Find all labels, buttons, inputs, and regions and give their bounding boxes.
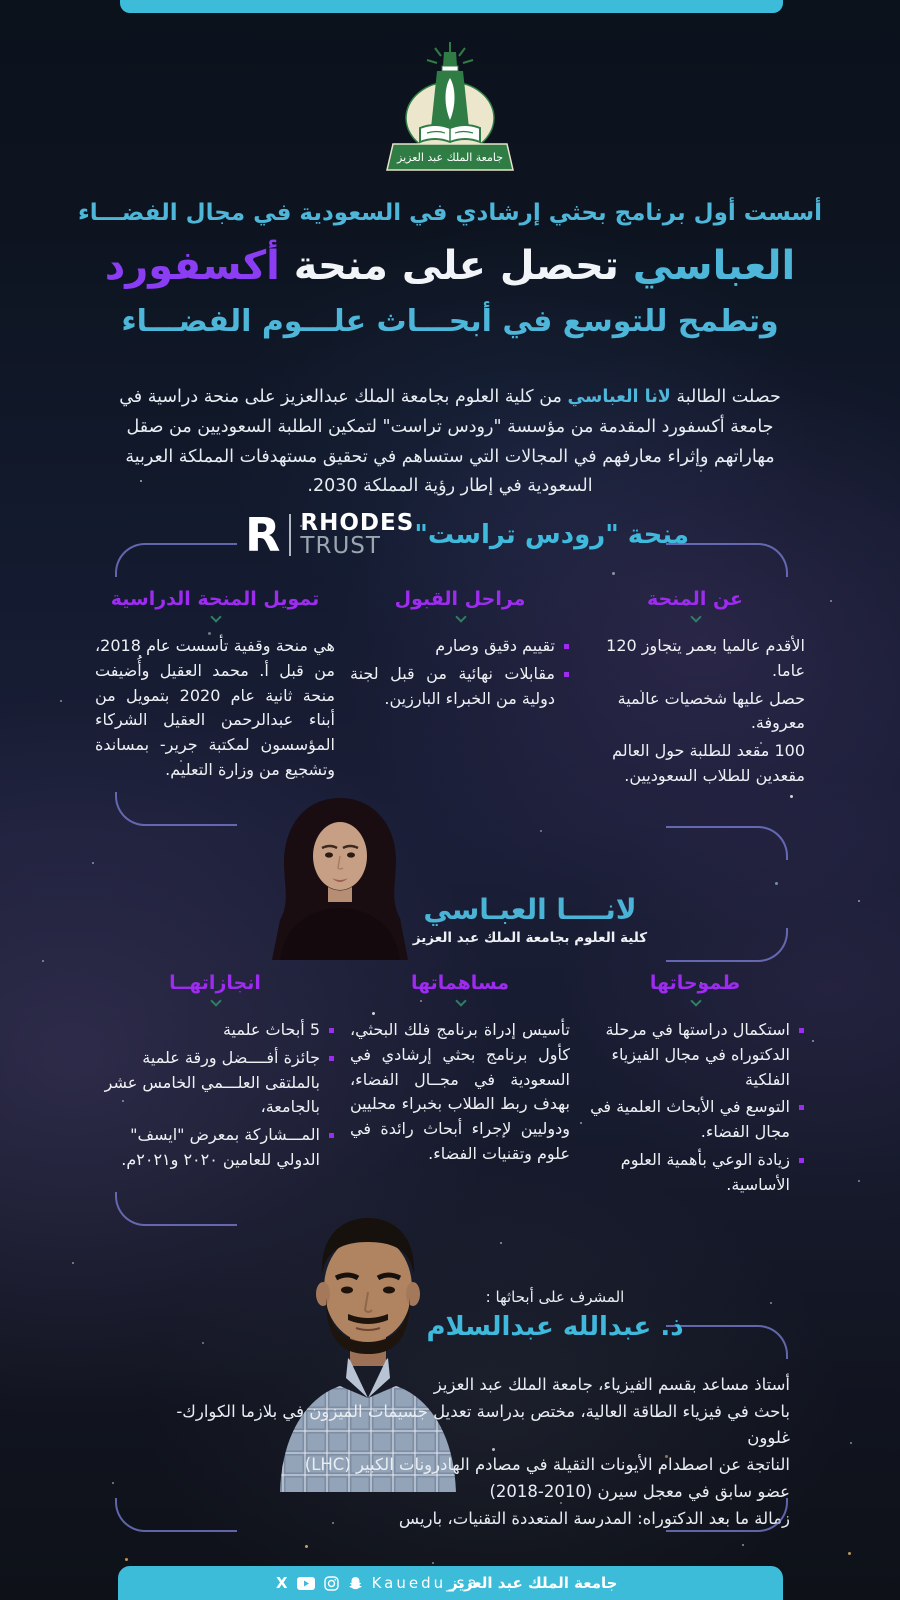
headline-kicker: أسست أول برنامج بحثي إرشادي في السعودية في مجال الفضـــاء: [77, 200, 823, 226]
list-item: 100 مقعد للطلبة حول العالم مقعدين للطلاب السعوديين.: [612, 741, 805, 785]
list-item: تقييم دقيق وصارم: [350, 634, 570, 659]
decorative-bracket: [115, 1498, 237, 1532]
column-achievements: [95, 972, 335, 1201]
headline-mid: تحصل على منحة: [279, 243, 633, 289]
decorative-bracket: [115, 543, 237, 577]
rhodes-word: RHODES: [300, 510, 415, 536]
lana-header: [380, 893, 680, 946]
list-item: التوسع في الأبحاث العلمية في مجال الفضاء.: [585, 1095, 805, 1145]
rhodes-logo-divider: [289, 514, 291, 556]
column-admission-stages: [350, 588, 570, 792]
column-heading: طموحاتها: [649, 972, 741, 994]
chevron-down-icon: [210, 997, 221, 1008]
headline-sub: وتطمح للتوسع في أبحـــاث علـــوم الفضـــاء: [121, 304, 779, 339]
intro-text-after: من كلية العلوم بجامعة الملك عبدالعزيز على منحة دراسية في جامعة أكسفورد المقدمة من مؤسسة "رودس تراست" لتمكين الطلبة السعوديين من صقل مهاراتهم وإثراء معارفهم في المجالات التي ستساهم في تحقيق مستهدفات المملكة العربية السعودية في إطار رؤية المملكة 2030.: [119, 387, 775, 497]
column-heading: عن المنحة: [646, 588, 744, 610]
snapchat-icon[interactable]: [348, 1576, 363, 1591]
decorative-bracket: [666, 928, 788, 962]
lana-subtitle: كلية العلوم بجامعة الملك عبد العزيز: [412, 930, 648, 946]
bio-line: الناتجة عن اصطدام الأيونات الثقيلة في مصادم الهادرونات الكبير (LHC): [304, 1455, 790, 1475]
chevron-down-icon: [210, 613, 221, 624]
list-item: هي منحة وقفية تأسست عام 2018، من قبل أ. محمد العقيل وأُضيفت منحة ثانية عام 2020 بتمويل من أبناء عبدالرحمن العقيل الشركاء المؤسسون لمكتبة جرير- بمساندة وتشجيع من وزارة التعليم.: [95, 636, 335, 779]
chevron-down-icon: [455, 997, 466, 1008]
decorative-bracket: [115, 1192, 237, 1226]
footer-bar: [118, 1566, 783, 1600]
column-contributions: [350, 972, 570, 1201]
kau-university-logo: [365, 36, 535, 176]
decorative-bracket: [115, 792, 237, 826]
starfield-bright: [0, 0, 3, 3]
list-item: جائزة أفــــضل ورقة علمية بالملتقى العلـــمي الخامس عشر بالجامعة،: [95, 1046, 335, 1120]
rhodes-section-header: [245, 508, 690, 563]
bio-line: زمالة ما بعد الدكتوراه: المدرسة المتعددة التقنيات، باريس: [398, 1508, 790, 1528]
intro-paragraph: [95, 383, 805, 502]
list-item: مقابلات نهائية من قبل لجنة دولية من الخبراء البارزين.: [350, 662, 570, 712]
chevron-down-icon: [690, 613, 701, 624]
trust-word: TRUST: [300, 533, 381, 560]
column-heading: مراحل القبول: [394, 588, 526, 610]
lana-name-highlight: لانا العباسي: [567, 387, 671, 407]
bio-line: عضو سابق في معجل سيرن (2010-2018): [489, 1481, 790, 1501]
list-item: الأقدم عالميا بعمر يتجاوز 120 عاما.: [606, 636, 805, 680]
list-item: استكمال دراستها في مرحلة الدكتوراه في مجال الفيزياء الفلكية: [585, 1018, 805, 1092]
chevron-down-icon: [690, 997, 701, 1008]
list-item: حصل عليها شخصيات عالمية معروفة.: [617, 688, 805, 733]
rhodes-columns: [95, 588, 805, 792]
column-heading: تمويل المنحة الدراسية: [110, 588, 320, 610]
list-item: 5 أبحاث علمية: [95, 1018, 335, 1043]
supervisor-header: [400, 1288, 710, 1342]
lana-columns: [95, 972, 805, 1201]
decorative-bracket: [666, 826, 788, 860]
headline-oxford: أكسفورد: [104, 243, 280, 289]
list-item: المـــشاركة بمعرض "ايسف" الدولي للعامين ٢٠٢٠ و٢٠٢١م.: [95, 1123, 335, 1173]
top-accent-bar: [120, 0, 783, 13]
headline-name: العباسي: [632, 243, 796, 289]
column-about-grant: [585, 588, 805, 792]
decorative-bracket: [666, 1498, 788, 1532]
rhodes-section-title: منحة "رودس تراست": [414, 520, 690, 551]
column-grant-funding: [95, 588, 335, 792]
headline-block: [0, 200, 900, 339]
chevron-down-icon: [455, 613, 466, 624]
bio-line: أستاذ مساعد بقسم الفيزياء، جامعة الملك عبد العزيز: [433, 1375, 790, 1394]
instagram-icon[interactable]: [324, 1576, 339, 1591]
intro-text-before: حصلت الطالبة: [670, 387, 781, 407]
rhodes-logo-text: [300, 512, 414, 559]
bio-line: باحث في فيزياء الطاقة العالية، مختص بدراسة تعديل جسيمات الميزون في بلازما الكوارك-غلوون: [176, 1401, 790, 1448]
footer-university: جامعة الملك عبد العزيز: [449, 1574, 618, 1592]
youtube-icon[interactable]: [297, 1577, 315, 1590]
lana-name: لانــــا العبـاسي: [423, 893, 637, 926]
headline-main: [0, 242, 900, 290]
column-heading: مساهماتها: [410, 972, 510, 994]
supervisor-label: المشرف على أبحاثها :: [485, 1288, 625, 1306]
list-item: زيادة الوعي بأهمية العلوم الأساسية.: [585, 1148, 805, 1198]
list-item: تأسيس إدراة برنامج فلك البحثي، كأول برنامج بحثي إرشادي في السعودية في مجــال الفضاء، بهدف ربط الطلاب بخبراء محليين ودوليين لإجراء أبحاث رائدة في علوم وتقنيات الفضاء.: [350, 1020, 570, 1163]
column-ambitions: [585, 972, 805, 1201]
column-heading: انجازاتهــا: [169, 972, 261, 994]
svg-text:جامعة الملك عبد العزيز: جامعة الملك عبد العزيز: [397, 151, 503, 164]
rhodes-r-mark: R: [245, 508, 281, 563]
x-icon[interactable]: X: [276, 1573, 288, 1592]
supervisor-name: ذ. عبدالله عبدالسلام: [426, 1312, 684, 1342]
rhodes-trust-logo: [245, 508, 415, 563]
social-handle[interactable]: Kauedu_sa: [371, 1574, 480, 1592]
